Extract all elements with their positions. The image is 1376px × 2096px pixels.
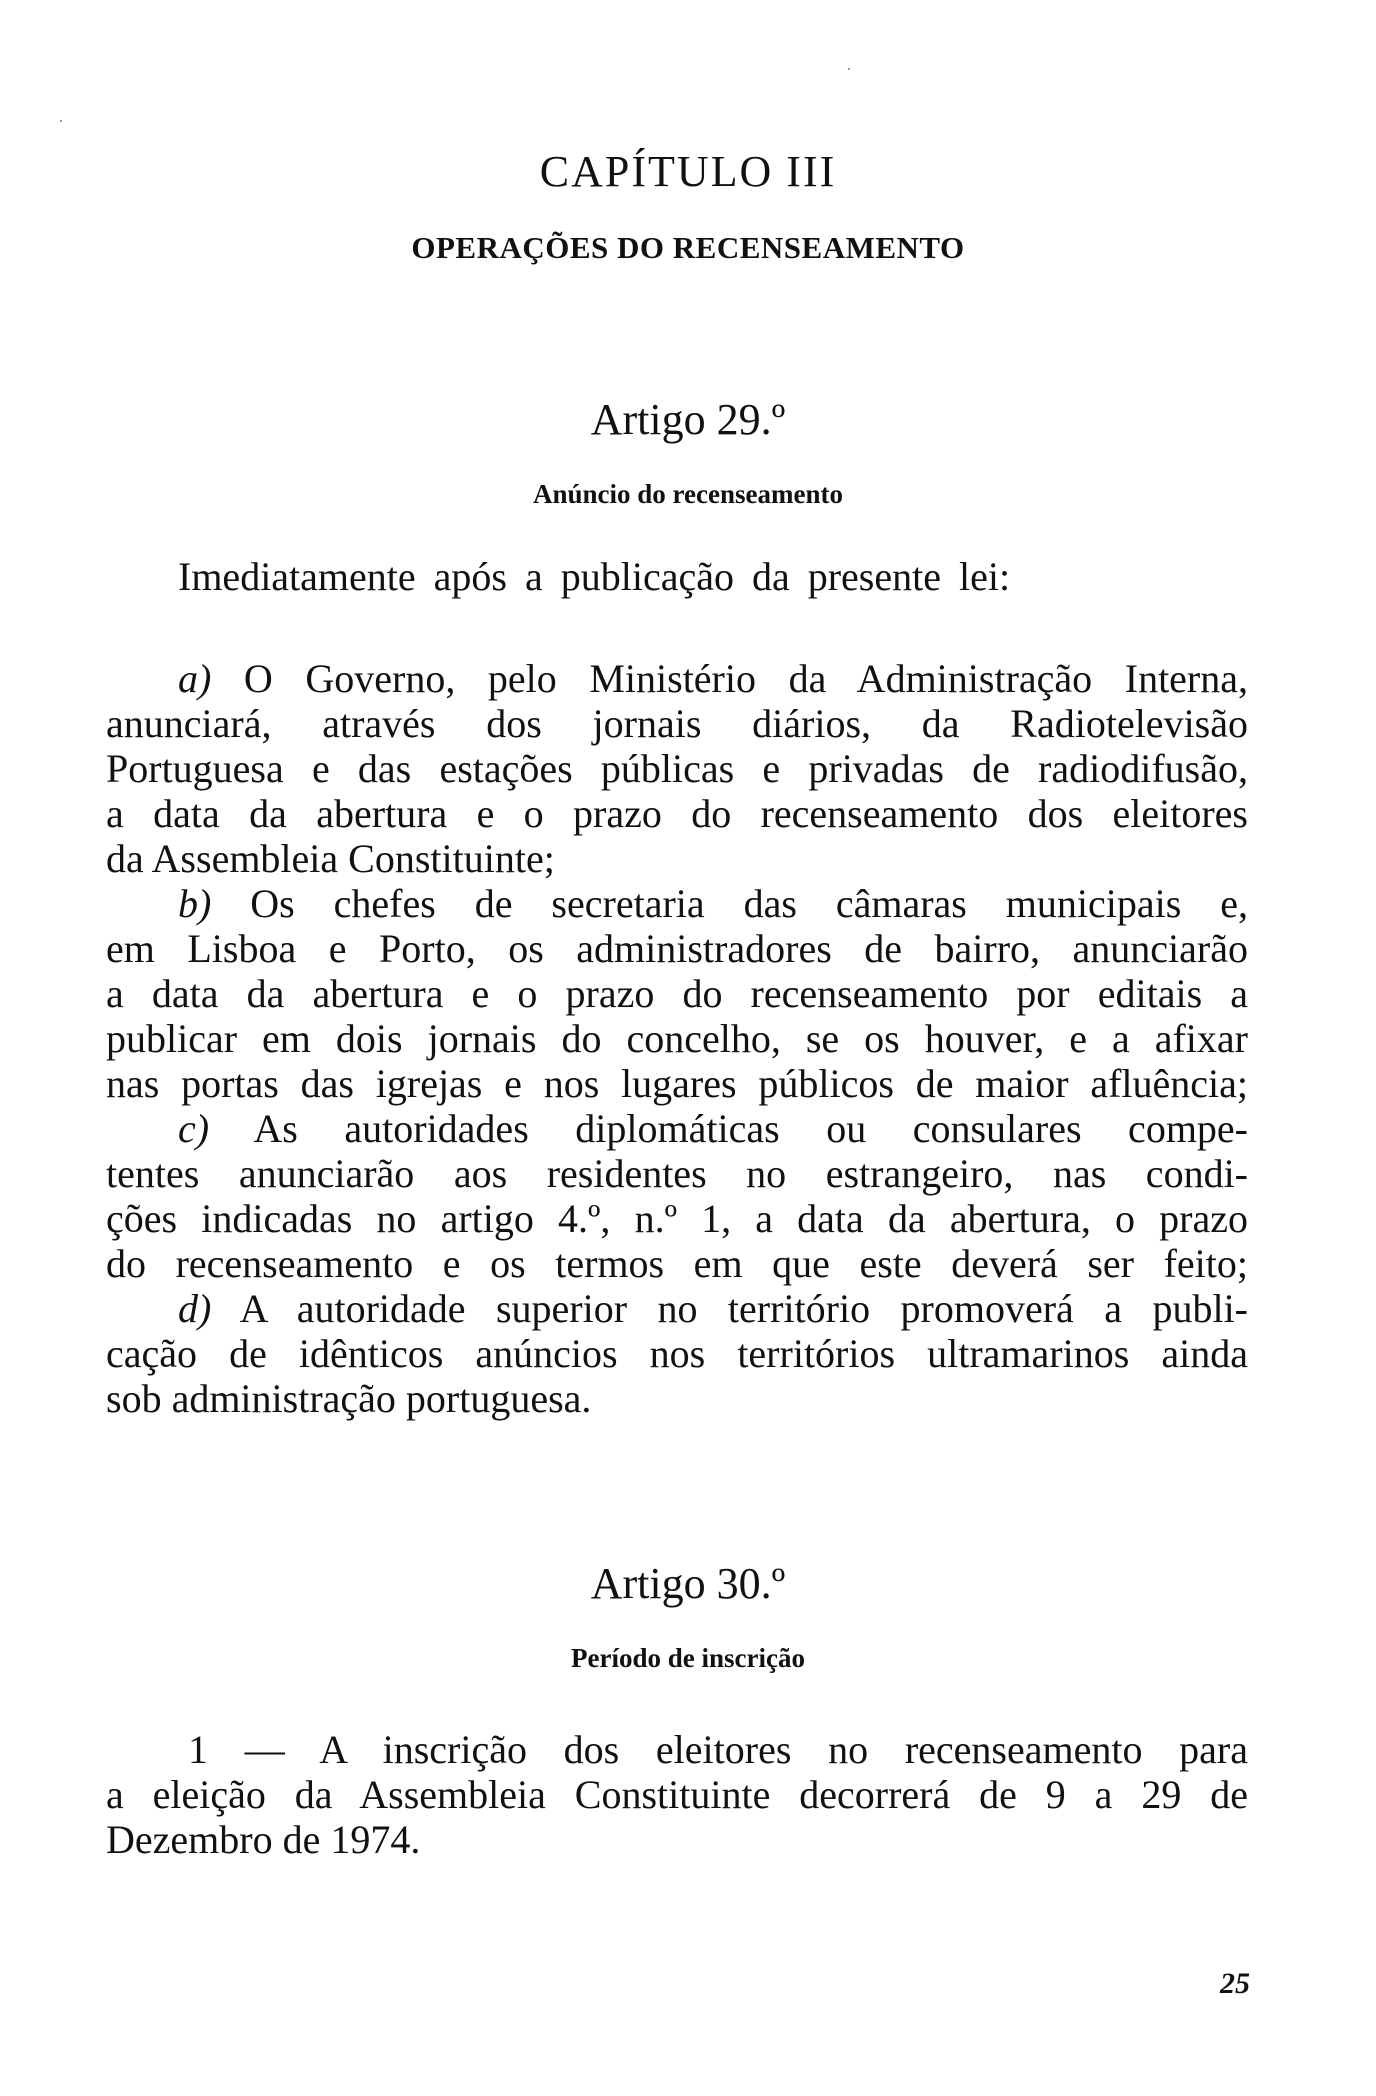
list-item-letter: d) — [178, 1286, 212, 1331]
paragraph-line: a eleição da Assembleia Constituinte decorrerá de 9 a 29 de — [106, 1772, 1248, 1817]
article-29-intro: Imediatamente após a publicação da presente lei: — [178, 554, 1011, 599]
list-item-text: O Governo, pelo Ministério da Administração Interna, — [243, 656, 1249, 701]
list-item-text: Os chefes de secretaria das câmaras municipais e, — [250, 881, 1248, 926]
list-item-d-line: cação de idênticos anúncios nos territórios ultramarinos ainda — [106, 1331, 1248, 1376]
list-item-a-line: anunciará, através dos jornais diários, da Radiotelevisão — [106, 701, 1248, 746]
list-item-b-line: em Lisboa e Porto, os administradores de bairro, anunciarão — [106, 926, 1248, 971]
scan-speck — [60, 120, 62, 122]
list-item-a-line: a data da abertura e o prazo do recenseamento dos eleitores — [106, 791, 1248, 836]
list-item-b-line: a data da abertura e o prazo do recenseamento por editais a — [106, 971, 1248, 1016]
list-item-letter: c) — [178, 1106, 210, 1151]
list-item-c-line: tentes anunciarão aos residentes no estrangeiro, nas condi- — [106, 1151, 1248, 1196]
list-item-a-line: da Assembleia Constituinte; — [106, 836, 555, 881]
paragraph-line: Dezembro de 1974. — [106, 1817, 421, 1862]
page-number: 25 — [1220, 1967, 1250, 2000]
list-item-letter: a) — [178, 656, 212, 701]
list-item-d-line — [106, 1286, 1248, 1331]
article-30-paragraph — [106, 1727, 1248, 1862]
list-item-letter: b) — [178, 881, 212, 926]
list-item-a-line: Portuguesa e das estações públicas e privadas de radiodifusão, — [106, 746, 1248, 791]
article-30-title: Artigo 30.º — [590, 1559, 786, 1608]
list-item-text: A autoridade superior no território promoverá a publi- — [239, 1286, 1249, 1331]
paragraph-line: 1 — A inscrição dos eleitores no recenseamento para — [188, 1727, 1248, 1772]
list-item-text: As autoridades diplomáticas ou consulares compe- — [253, 1106, 1249, 1151]
article-30-subtitle: Período de inscrição — [571, 1643, 805, 1673]
chapter-subtitle: OPERAÇÕES DO RECENSEAMENTO — [411, 230, 965, 265]
list-item-c-line: ções indicadas no artigo 4.º, n.º 1, a data da abertura, o prazo — [106, 1196, 1248, 1241]
list-item-b-line — [106, 881, 1248, 926]
chapter-title: CAPÍTULO III — [539, 147, 837, 196]
article-29-title: Artigo 29.º — [590, 395, 786, 444]
list-item-c-line — [106, 1106, 1248, 1151]
list-item-b-line: publicar em dois jornais do concelho, se os houver, e a afixar — [106, 1016, 1248, 1061]
scan-speck — [848, 68, 850, 70]
article-29-items — [106, 656, 1248, 1421]
list-item-b-line: nas portas das igrejas e nos lugares públicos de maior afluência; — [106, 1061, 1248, 1106]
list-item-d-line: sob administração portuguesa. — [106, 1376, 592, 1421]
article-29-subtitle: Anúncio do recenseamento — [533, 479, 843, 509]
list-item-c-line: do recenseamento e os termos em que este deverá ser feito; — [106, 1241, 1248, 1286]
list-item-a-line — [106, 656, 1248, 701]
